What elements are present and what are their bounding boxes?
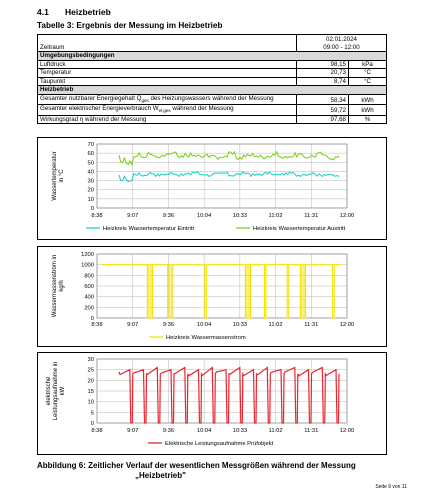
x-tick-label: 9:07 bbox=[127, 322, 139, 328]
legend-label: Heizkreis Wassertemperatur Eintritt bbox=[103, 226, 194, 232]
figure-caption bbox=[37, 461, 397, 481]
x-tick-label: 11:31 bbox=[304, 213, 319, 219]
x-tick-label: 11:02 bbox=[268, 322, 283, 328]
row-label: Gesamter elektrischer Energieverbrauch $W_{el,ges}$ während der Messung bbox=[38, 105, 297, 116]
y-axis-label-line: Leistungsaufnahme in bbox=[53, 361, 59, 421]
y-tick-label: 30 bbox=[87, 357, 94, 363]
x-tick-label: 9:36 bbox=[162, 428, 175, 434]
row-value: 59,72 bbox=[297, 105, 349, 116]
y-tick-label: 5 bbox=[90, 410, 94, 417]
table-header-row bbox=[38, 35, 387, 52]
x-tick-label: 12:00 bbox=[339, 213, 355, 219]
y-tick-label: 60 bbox=[87, 151, 94, 158]
y-tick-label: 1200 bbox=[81, 252, 94, 258]
y-tick-label: 40 bbox=[87, 169, 94, 176]
y-tick-label: 20 bbox=[87, 378, 94, 385]
y-tick-label: 200 bbox=[84, 305, 94, 312]
y-tick-label: 70 bbox=[87, 142, 94, 148]
x-tick-label: 8:38 bbox=[91, 428, 103, 434]
chart-massflow bbox=[37, 246, 387, 347]
y-axis-label bbox=[52, 151, 65, 200]
row-value: 98,15 bbox=[297, 60, 349, 69]
x-tick-label: 10:04 bbox=[196, 428, 212, 434]
y-tick-label: 30 bbox=[87, 178, 94, 185]
period-date: 02.01.2024 bbox=[326, 36, 357, 43]
x-tick-label: 8:38 bbox=[91, 322, 103, 328]
y-axis-label-line: kg/h bbox=[59, 280, 65, 292]
x-tick-label: 11:02 bbox=[268, 428, 283, 434]
y-tick-label: 10 bbox=[87, 196, 94, 203]
section-heading bbox=[37, 7, 111, 17]
table-row bbox=[38, 115, 387, 124]
row-label: Gesamter nutzbarer Energiegehalt $Q_{ges}$ des Heizungswassers während der Messung bbox=[38, 94, 297, 105]
row-unit: kWh bbox=[349, 94, 387, 105]
series-line-0 bbox=[119, 172, 339, 182]
period-label: Zeitraum bbox=[38, 35, 297, 52]
y-tick-label: 800 bbox=[84, 273, 94, 280]
row-unit: °C bbox=[349, 77, 387, 86]
x-tick-label: 9:07 bbox=[127, 213, 139, 219]
section-title: Heizbetrieb bbox=[65, 7, 111, 17]
period-time: 09:00 - 12:00 bbox=[323, 43, 360, 51]
table-row bbox=[38, 69, 387, 78]
table-row bbox=[38, 60, 387, 69]
results-table bbox=[37, 34, 387, 124]
table-row bbox=[38, 94, 387, 105]
table-row bbox=[38, 105, 387, 116]
x-tick-label: 10:04 bbox=[196, 213, 212, 219]
legend-label: Heizkreis Wassertemperatur Austritt bbox=[253, 226, 346, 232]
row-value: 97,68 bbox=[297, 115, 349, 124]
x-tick-label: 11:31 bbox=[304, 428, 319, 434]
table-row bbox=[38, 77, 387, 86]
row-value: 20,73 bbox=[297, 69, 349, 78]
figure-caption-line1: Abbildung 6: Zeitlicher Verlauf der wesentlichen Messgrößen während der Messung bbox=[37, 461, 356, 470]
row-unit: % bbox=[349, 115, 387, 124]
x-tick-label: 9:07 bbox=[127, 428, 139, 434]
section-heating: Heizbetrieb bbox=[38, 86, 387, 95]
row-unit: kWh bbox=[349, 105, 387, 116]
x-tick-label: 11:02 bbox=[268, 213, 283, 219]
y-tick-label: 25 bbox=[87, 367, 94, 374]
chart-power bbox=[37, 352, 387, 455]
section-ambient: Umgebungsbedingungen bbox=[38, 52, 387, 61]
chart-temperature bbox=[37, 137, 387, 240]
plot-area-border bbox=[97, 144, 347, 208]
table-section-row bbox=[38, 86, 387, 95]
y-axis-label-line: kW bbox=[60, 386, 66, 396]
x-tick-label: 12:00 bbox=[339, 322, 355, 328]
x-tick-label: 11:31 bbox=[304, 322, 319, 328]
x-tick-label: 10:04 bbox=[196, 322, 212, 328]
chart-power-svg bbox=[38, 353, 388, 456]
y-axis-label bbox=[52, 255, 65, 317]
y-axis-label-line: Wassermassenstrom in bbox=[52, 254, 58, 318]
y-axis-label-line: elektrische bbox=[46, 376, 52, 406]
y-axis-label bbox=[46, 362, 66, 421]
table-title: Tabelle 3: Ergebnis der Messung im Heizbetrieb bbox=[37, 21, 223, 30]
series-line-0 bbox=[119, 368, 339, 424]
series-line-0 bbox=[102, 265, 341, 318]
row-unit: kPa bbox=[349, 60, 387, 69]
row-label: Taupunkt bbox=[38, 77, 297, 86]
table-section-row bbox=[38, 52, 387, 61]
legend-label: Heizkreis Wassermassenstrom bbox=[166, 335, 246, 341]
x-tick-label: 10:33 bbox=[232, 213, 248, 219]
x-tick-label: 10:33 bbox=[232, 428, 248, 434]
y-tick-label: 15 bbox=[87, 389, 94, 395]
x-tick-label: 9:36 bbox=[162, 213, 175, 219]
row-label: Wirkungsgrad η während der Messung bbox=[38, 115, 297, 124]
row-unit: °C bbox=[349, 69, 387, 78]
chart-massflow-svg bbox=[38, 247, 388, 348]
figure-caption-line2: „Heizbetrieb" bbox=[135, 471, 186, 480]
x-tick-label: 12:00 bbox=[339, 428, 355, 434]
y-tick-label: 20 bbox=[87, 187, 94, 194]
legend-label: Elektrische Leistungsaufnahme Prüfobjekt bbox=[165, 441, 274, 447]
y-tick-label: 600 bbox=[84, 284, 94, 290]
chart-temperature-svg bbox=[38, 138, 388, 241]
row-label: Luftdruck bbox=[38, 60, 297, 69]
x-tick-label: 9:36 bbox=[162, 322, 175, 328]
section-number: 4.1 bbox=[37, 7, 49, 17]
row-value: 58,34 bbox=[297, 94, 349, 105]
row-label: Temperatur bbox=[38, 69, 297, 78]
row-value: 8,74 bbox=[297, 77, 349, 86]
period-cell bbox=[297, 35, 387, 52]
y-axis-label-line: Wassertemperatur bbox=[52, 151, 58, 201]
y-tick-label: 0 bbox=[90, 421, 94, 427]
y-tick-label: 1000 bbox=[81, 262, 94, 269]
y-axis-label-line: in °C bbox=[59, 169, 65, 183]
y-tick-label: 10 bbox=[87, 399, 94, 406]
page-number: Seite 9 von 11 bbox=[375, 484, 407, 490]
x-tick-label: 8:38 bbox=[91, 213, 103, 219]
y-tick-label: 0 bbox=[90, 316, 94, 322]
y-tick-label: 50 bbox=[87, 160, 94, 167]
x-tick-label: 10:33 bbox=[232, 322, 248, 328]
y-tick-label: 0 bbox=[90, 206, 94, 212]
y-tick-label: 400 bbox=[84, 294, 94, 301]
